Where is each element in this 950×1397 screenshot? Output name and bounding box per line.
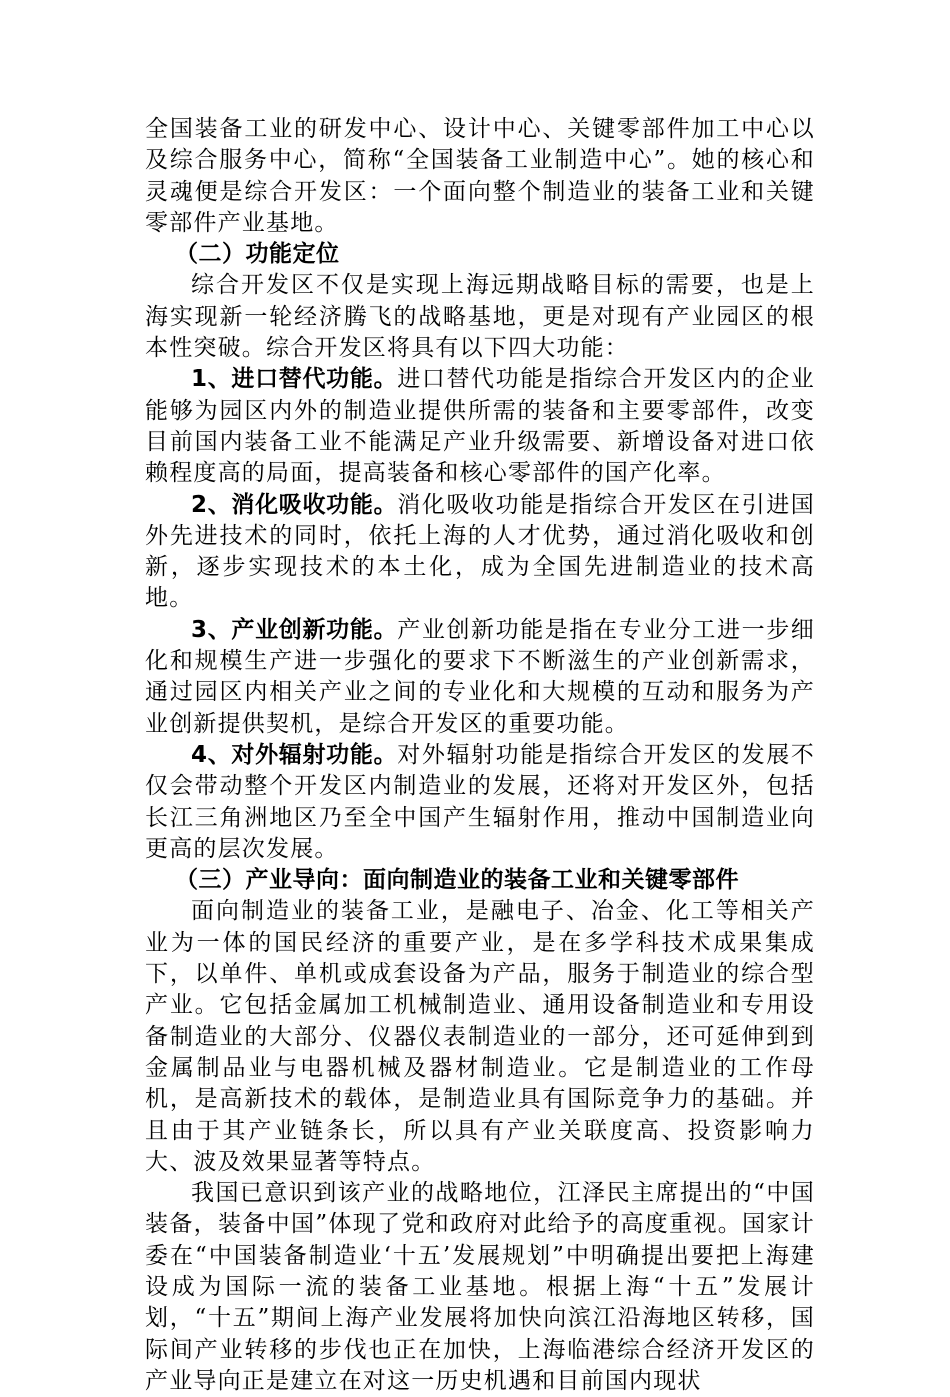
paragraph-strategic-position: 我国已意识到该产业的战略地位，江泽民主席提出的“中国装备，装备中国”体现了党和政府对此给予的高度重视。国家计委在“中国装备制造业‘十五’发展规划”中明确提出要把上海建设成为国际一流的装备工业基地。根据上海“十五”发展计划，“十五”期间上海产业发展将加快向滨江沿海地区转移，国际间产业转移的步伐也正在加快，上海临港综合经济开发区的产业导向正是建立在对这一历史机遇和目前国内现状 xyxy=(145,1180,815,1394)
document-page xyxy=(145,114,815,1397)
function-2-title: 2、消化吸收功能。 xyxy=(191,491,398,518)
paragraph-four-functions: 综合开发区不仅是实现上海远期战略目标的需要，也是上海实现新一轮经济腾飞的战略基地，更是对现有产业园区的根本性突破。综合开发区将具有以下四大功能： xyxy=(145,272,815,362)
function-2-text: 消化吸收功能是指综合开发区在引进国外先进技术的同时，依托上海的人才优势，通过消化吸收和创新，逐步实现技术的本土化，成为全国先进制造业的技术高地。 xyxy=(145,491,815,612)
section-heading-industry-orientation: （三）产业导向：面向制造业的装备工业和关键零部件 xyxy=(175,867,739,894)
paragraph-function-1 xyxy=(145,364,815,489)
paragraph-equipment-industry: 面向制造业的装备工业，是融电子、冶金、化工等相关产业为一体的国民经济的重要产业，是在多学科技术成果集成下，以单件、单机或成套设备为产品，服务于制造业的综合型产业。它包括金属加工机械制造业、通用设备制造业和专用设备制造业的大部分、仪器仪表制造业的一部分，还可延伸到到金属制品业与电器机械及器材制造业。它是制造业的工作母机，是高新技术的载体，是制造业具有国际竞争力的基础。并且由于其产业链条长，所以具有产业关联度高、投资影响力大、波及效果显著等特点。 xyxy=(145,898,815,1175)
paragraph-intro: 全国装备工业的研发中心、设计中心、关键零部件加工中心以及综合服务中心，简称“全国装备工业制造中心”。她的核心和灵魂便是综合开发区：一个面向整个制造业的装备工业和关键零部件产业基地。 xyxy=(145,116,815,236)
paragraph-function-4 xyxy=(145,740,815,865)
function-1-text: 进口替代功能是指综合开发区内的企业能够为园区内外的制造业提供所需的装备和主要零部件，改变目前国内装备工业不能满足产业升级需要、新增设备对进口依赖程度高的局面，提高装备和核心零部件的国产化率。 xyxy=(145,366,815,487)
function-3-text: 产业创新功能是指在专业分工进一步细化和规模生产进一步强化的要求下不断滋生的产业创新需求，通过园区内相关产业之间的专业化和大规模的互动和服务为产业创新提供契机，是综合开发区的重要功能。 xyxy=(145,616,815,737)
function-3-title: 3、产业创新功能。 xyxy=(191,616,398,643)
function-4-text: 对外辐射功能是指综合开发区的发展不仅会带动整个开发区内制造业的发展，还将对开发区外，包括长江三角洲地区乃至全中国产生辐射作用，推动中国制造业向更高的层次发展。 xyxy=(145,741,815,862)
function-1-title: 1、进口替代功能。 xyxy=(191,366,398,393)
section-heading-function-positioning: （二）功能定位 xyxy=(175,241,340,268)
paragraph-function-2 xyxy=(145,490,815,615)
function-4-title: 4、对外辐射功能。 xyxy=(191,741,398,768)
paragraph-function-3 xyxy=(145,615,815,740)
